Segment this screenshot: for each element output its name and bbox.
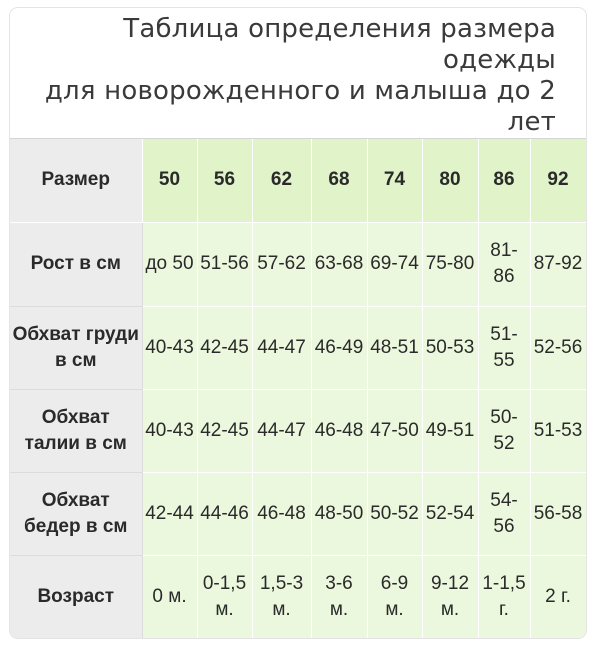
table-cell: 3-6 м. xyxy=(311,555,367,638)
size-header: 86 xyxy=(478,139,530,222)
table-cell: 47-50 xyxy=(367,389,422,472)
table-cell: 6-9 м. xyxy=(367,555,422,638)
table-cell: 1,5-3 м. xyxy=(252,555,311,638)
size-chart-card xyxy=(10,8,586,638)
table-cell: 46-48 xyxy=(252,472,311,555)
size-table xyxy=(10,139,586,638)
table-cell: 44-47 xyxy=(252,306,311,389)
chart-title: Таблица определения размера одежды для новорожденного и малыша до 2 лет xyxy=(44,14,556,137)
table-cell: 50-53 xyxy=(422,306,478,389)
table-cell: 56-58 xyxy=(530,472,586,555)
table-cell: 40-43 xyxy=(142,306,197,389)
table-row xyxy=(10,222,586,306)
table-cell: 51-53 xyxy=(530,389,586,472)
row-label: Обхват груди в см xyxy=(10,306,142,389)
table-row xyxy=(10,472,586,555)
size-header: 74 xyxy=(367,139,422,222)
table-cell: 9-12 м. xyxy=(422,555,478,638)
header-label: Размер xyxy=(10,139,142,222)
table-cell: 69-74 xyxy=(367,222,422,306)
table-cell: 40-43 xyxy=(142,389,197,472)
table-cell: 1-1,5 г. xyxy=(478,555,530,638)
table-cell: 51-55 xyxy=(478,306,530,389)
table-row xyxy=(10,306,586,389)
size-header: 56 xyxy=(197,139,252,222)
table-cell: 49-51 xyxy=(422,389,478,472)
row-label: Рост в см xyxy=(10,222,142,306)
table-cell: 0-1,5 м. xyxy=(197,555,252,638)
table-cell: 52-56 xyxy=(530,306,586,389)
table-cell: 0 м. xyxy=(142,555,197,638)
size-header: 62 xyxy=(252,139,311,222)
table-row xyxy=(10,555,586,638)
table-cell: 50-52 xyxy=(478,389,530,472)
table-cell: 48-51 xyxy=(367,306,422,389)
table-row xyxy=(10,389,586,472)
header-row xyxy=(10,139,586,222)
table-cell: 42-45 xyxy=(197,306,252,389)
size-header: 68 xyxy=(311,139,367,222)
table-cell: 51-56 xyxy=(197,222,252,306)
table-cell: 57-62 xyxy=(252,222,311,306)
table-cell: 50-52 xyxy=(367,472,422,555)
table-cell: 42-45 xyxy=(197,389,252,472)
table-cell: 54-56 xyxy=(478,472,530,555)
table-cell: 87-92 xyxy=(530,222,586,306)
table-cell: 44-47 xyxy=(252,389,311,472)
table-cell: 2 г. xyxy=(530,555,586,638)
row-label: Возраст xyxy=(10,555,142,638)
size-header: 92 xyxy=(530,139,586,222)
row-label: Обхват бедер в см xyxy=(10,472,142,555)
size-header: 50 xyxy=(142,139,197,222)
table-cell: 46-49 xyxy=(311,306,367,389)
table-cell: 81-86 xyxy=(478,222,530,306)
table-cell: 75-80 xyxy=(422,222,478,306)
table-cell: 63-68 xyxy=(311,222,367,306)
table-cell: 44-46 xyxy=(197,472,252,555)
table-cell: 46-48 xyxy=(311,389,367,472)
table-cell: до 50 xyxy=(142,222,197,306)
size-header: 80 xyxy=(422,139,478,222)
row-label: Обхват талии в см xyxy=(10,389,142,472)
title-area xyxy=(10,8,586,139)
table-cell: 48-50 xyxy=(311,472,367,555)
table-cell: 42-44 xyxy=(142,472,197,555)
table-cell: 52-54 xyxy=(422,472,478,555)
